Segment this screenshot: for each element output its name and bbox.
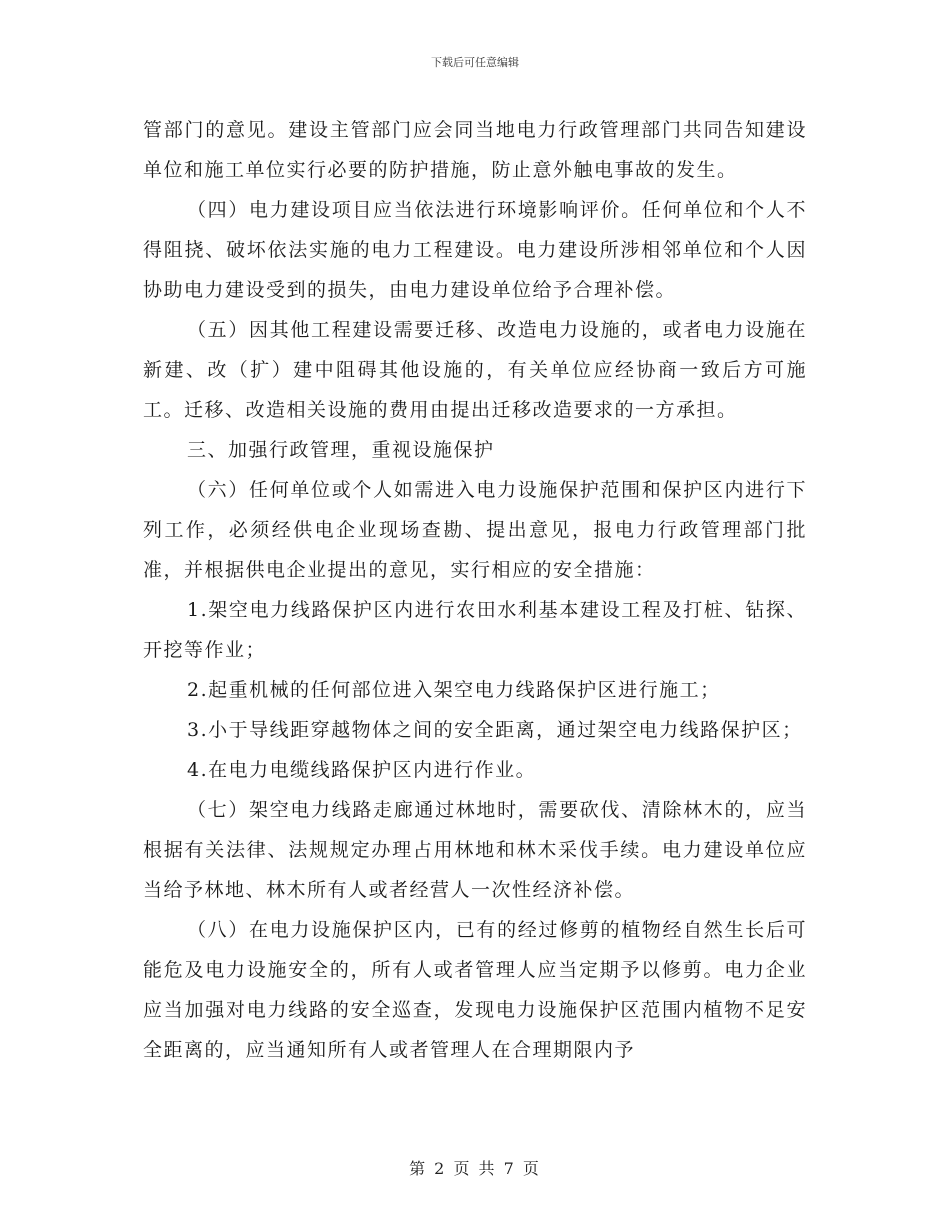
paragraph-item-8: （八）在电力设施保护区内，已有的经过修剪的植物经自然生长后可能危及电力设施安全的，所有人或者管理人应当定期予以修剪。电力企业应当加强对电力线路的安全巡查，发现电力设施保护区范围内植物不足安全距离的，应当通知所有人或者管理人在合理期限内予 (143, 919, 807, 1061)
paragraph-item-4: （四）电力建设项目应当依法进行环境影响评价。任何单位和个人不得阻挠、破坏依法实施的电力工程建设。电力建设所涉相邻单位和个人因协助电力建设受到的损失，由电力建设单位给予合理补偿。 (143, 199, 807, 301)
paragraph-item-5: （五）因其他工程建设需要迁移、改造电力设施的，或者电力设施在新建、改（扩）建中阻碍其他设施的，有关单位应经协商一致后方可施工。迁移、改造相关设施的费用由提出迁移改造要求的一方承担。 (143, 319, 807, 421)
page-header-note: 下载后可任意编辑 (431, 56, 519, 69)
paragraph-item-7: （七）架空电力线路走廊通过林地时，需要砍伐、清除林木的，应当根据有关法律、法规规定办理占用林地和林木采伐手续。电力建设单位应当给予林地、林木所有人或者经营人一次性经济补偿。 (143, 799, 807, 901)
list-item-1: 1.架空电力线路保护区内进行农田水利基本建设工程及打桩、钻探、开挖等作业； (143, 599, 807, 661)
document-body (143, 110, 807, 1070)
list-item-3: 3.小于导线距穿越物体之间的安全距离，通过架空电力线路保护区； (187, 719, 803, 741)
page-number-footer: 第 2 页 共 7 页 (409, 1159, 541, 1178)
list-item-2: 2.起重机械的任何部位进入架空电力线路保护区进行施工； (187, 679, 721, 701)
section-heading-3: 三、加强行政管理，重视设施保护 (187, 439, 495, 461)
paragraph: 管部门的意见。建设主管部门应会同当地电力行政管理部门共同告知建设单位和施工单位实行必要的防护措施，防止意外触电事故的发生。 (143, 119, 807, 181)
list-item-4: 4.在电力电缆线路保护区内进行作业。 (187, 759, 537, 781)
paragraph-item-6: （六）任何单位或个人如需进入电力设施保护范围和保护区内进行下列工作，必须经供电企业现场查勘、提出意见，报电力行政管理部门批准，并根据供电企业提出的意见，实行相应的安全措施： (143, 479, 807, 581)
